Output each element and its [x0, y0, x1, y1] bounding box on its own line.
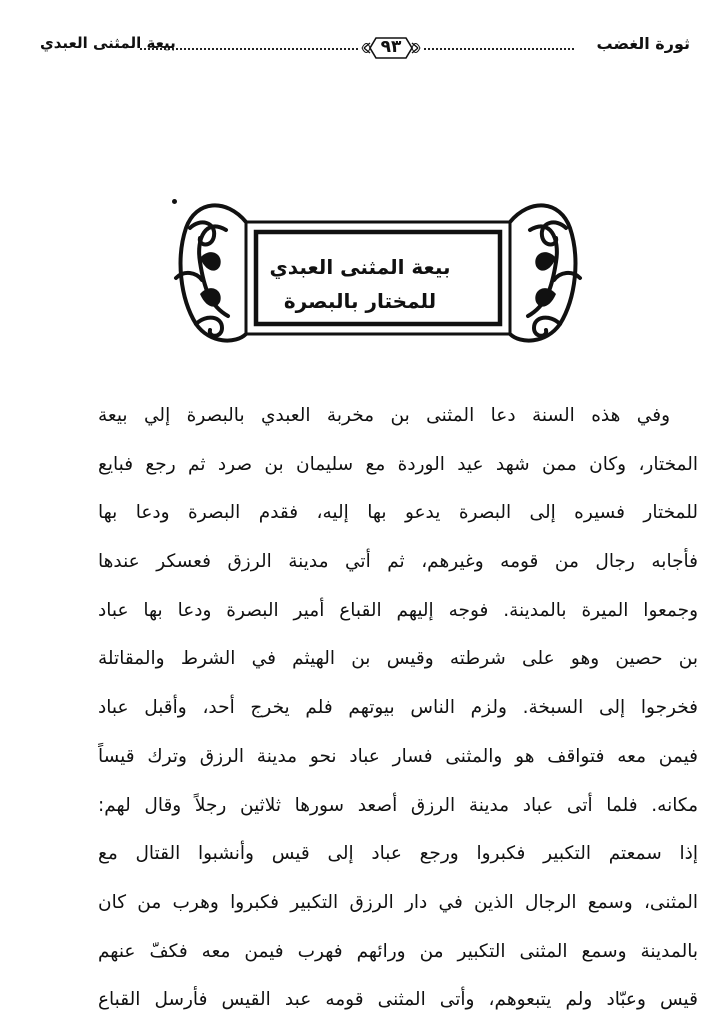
running-header — [40, 30, 690, 66]
body-line: بالمدينة وسمع المثنى التكبير من ورائهم فهرب فيمن معه فكفّ عنهم — [98, 940, 698, 962]
chapter-title-header: بيعة المثنى العبدي — [40, 34, 176, 52]
body-line: إذا سمعتم التكبير فكبروا ورجع عباد إلى قيس وأنشبوا القتال مع — [98, 843, 698, 865]
body-line: المختار، وكان ممن شهد عيد الوردة مع سليمان بن صرد ثم رجع فبايع — [98, 453, 698, 475]
body-line: وجمعوا الميرة بالمدينة. فوجه إليهم القباع أمير البصرة ودعا بها عباد — [98, 599, 698, 621]
body-line: وفي هذه السنة دعا المثنى بن مخربة العبدي بالبصرة إلي بيعة — [98, 405, 670, 426]
header-leader-right — [424, 48, 574, 50]
section-title-line-2: للمختار بالبصرة — [283, 289, 437, 313]
page-number-frame — [360, 30, 422, 66]
body-line: فأجابه رجال من قومه وغيرهم، ثم أتي مدينة الرزق فعسكر عندها — [98, 551, 698, 573]
page-number: ٩٣ — [380, 37, 402, 57]
body-line: فيمن معه فتواقف هو والمثنى فسار عباد نحو مدينة الرزق وترك قيساً — [98, 745, 698, 767]
body-line: مكانه. فلما أتى عباد مدينة الرزق أصعد سورها ثلاثين رجلاً وقال لهم: — [98, 794, 698, 816]
body-line: قيس وعبّاد ولم يتبعوهم، وأتى المثنى قومه عبد القيس فأرسل القباع — [98, 989, 698, 1011]
body-line: للمختار فسيره إلى البصرة يدعو بها إليه، فقدم البصرة ودعا بها — [98, 502, 698, 524]
body-line: فخرجوا إلى السبخة. ولزم الناس بيوتهم فلم يخرج أحد، وأقبل عباد — [98, 697, 698, 719]
section-title — [258, 236, 462, 332]
header-leader-left — [140, 48, 358, 50]
book-title-header: ثورة الغضب — [596, 34, 690, 53]
body-line: المثنى، وسمع الرجال الذين في دار الرزق التكبير فكبروا وهرب من كان — [98, 891, 698, 913]
body-line: بن حصين وهو على شرطته وقيس بن الهيثم في الشرط والمقاتلة — [98, 648, 698, 670]
body-text — [98, 392, 698, 1025]
section-title-line-1: بيعة المثنى العبدي — [269, 255, 451, 279]
